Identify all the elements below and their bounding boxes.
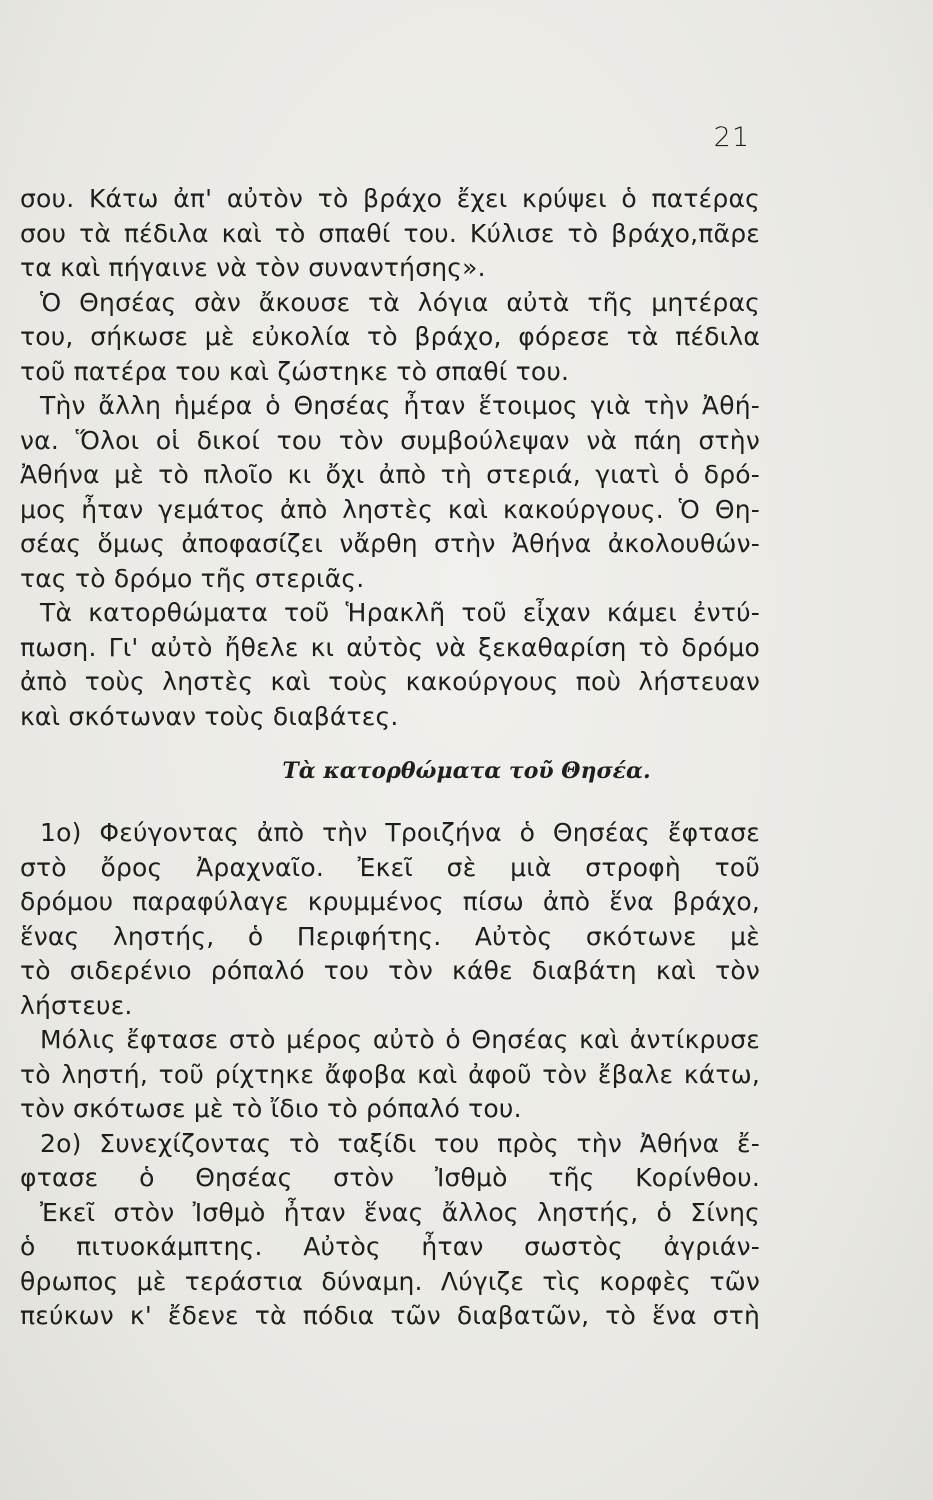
text-line: 1ο) Φεύγοντας ἀπὸ τὴν Τροιζήνα ὁ Θησέας ἔφτασε xyxy=(40,818,760,847)
text-line: Τὴν ἄλλη ἡμέρα ὁ Θησέας ἦταν ἕτοιμος γιὰ τὴν Ἀθή- xyxy=(40,391,760,420)
text-line: ἕνας ληστής, ὁ Περιφήτης. Αὐτὸς σκότωνε μὲ xyxy=(20,921,760,951)
text-line: σέας ὅμως ἀποφασίζει νἄρθη στὴν Ἀθήνα ἀκολουθών- xyxy=(20,529,760,558)
text-line: του, σήκωσε μὲ εὐκολία τὸ βράχο, φόρεσε τὰ πέδιλα xyxy=(20,322,760,351)
text-section-intro xyxy=(20,182,760,734)
text-line: Μόλις ἔφτασε στὸ μέρος αὐτὸ ὁ Θησέας καὶ ἀντίκρυσε xyxy=(40,1025,760,1054)
text-line: Τὰ κατορθώματα τοῦ Ἡρακλῆ τοῦ εἶχαν κάμει ἐντύ- xyxy=(40,598,760,627)
text-line: σου. Κάτω ἀπ' αὐτὸν τὸ βράχο ἔχει κρύψει ὁ πατέρας xyxy=(20,184,760,213)
text-line: τὸ σιδερένιο ρόπαλό του τὸν κάθε διαβάτη καὶ τὸν xyxy=(20,956,760,985)
text-line: τὸ ληστή, τοῦ ρίχτηκε ἄφοβα καὶ ἀφοῦ τὸν ἔβαλε κάτω, xyxy=(20,1059,760,1089)
text-line: θρωπος μὲ τεράστια δύναμη. Λύγιζε τὶς κορφὲς τῶν xyxy=(20,1266,760,1296)
page-number: 21 xyxy=(713,122,750,153)
text-section-feats xyxy=(20,816,760,1334)
section-heading: Τὰ κατορθώματα τοῦ Θησέα. xyxy=(282,758,651,784)
text-line: 2ο) Συνεχίζοντας τὸ ταξίδι του πρὸς τὴν Ἀθήνα ἔ- xyxy=(40,1128,760,1158)
text-line: τα καὶ πήγαινε νὰ τὸν συναντήσης». xyxy=(20,253,486,282)
text-line: πωση. Γι' αὐτὸ ἤθελε κι αὐτὸς νὰ ξεκαθαρίση τὸ δρόμο xyxy=(20,632,760,662)
text-line: στὸ ὄρος Ἀραχναῖο. Ἐκεῖ σὲ μιὰ στροφὴ τοῦ xyxy=(20,852,760,882)
text-line: ἀπὸ τοὺς ληστὲς καὶ τοὺς κακούργους ποὺ λήστευαν xyxy=(20,667,760,696)
text-line: Ἀθήνα μὲ τὸ πλοῖο κι ὄχι ἀπὸ τὴ στεριά, γιατὶ ὁ δρό- xyxy=(20,460,760,489)
text-line: μος ἦταν γεμάτος ἀπὸ ληστὲς καὶ κακούργους. Ὁ Θη- xyxy=(20,494,760,524)
text-line: τας τὸ δρόμο τῆς στεριᾶς. xyxy=(20,563,365,593)
text-line: να. Ὅλοι οἱ δικοί του τὸν συμβούλεψαν νὰ πάη στὴν xyxy=(20,425,760,455)
text-line: σου τὰ πέδιλα καὶ τὸ σπαθί του. Κύλισε τὸ βράχο,πᾶρε xyxy=(20,218,760,248)
text-line: Ἐκεῖ στὸν Ἰσθμὸ ἦταν ἕνας ἄλλος ληστής, ὁ Σίνης xyxy=(40,1197,760,1227)
text-line: λήστευε. xyxy=(20,990,133,1020)
text-line: ὁ πιτυοκάμπτης. Αὐτὸς ἦταν σωστὸς ἀγριάν- xyxy=(20,1232,760,1261)
text-line: πεύκων κ' ἔδενε τὰ πόδια τῶν διαβατῶν, τὸ ἕνα στὴ xyxy=(20,1301,760,1330)
text-line: δρόμου παραφύλαγε κρυμμένος πίσω ἀπὸ ἕνα βράχο, xyxy=(20,887,760,916)
text-line: τοῦ πατέρα του καὶ ζώστηκε τὸ σπαθί του. xyxy=(20,356,570,386)
text-line: Ὁ Θησέας σὰν ἄκουσε τὰ λόγια αὐτὰ τῆς μητέρας xyxy=(40,287,760,317)
text-line: φτασε ὁ Θησέας στὸν Ἰσθμὸ τῆς Κορίνθου. xyxy=(20,1163,760,1192)
text-line: τὸν σκότωσε μὲ τὸ ἴδιο τὸ ρόπαλό του. xyxy=(20,1094,522,1123)
text-line: καὶ σκότωναν τοὺς διαβάτες. xyxy=(20,701,399,731)
